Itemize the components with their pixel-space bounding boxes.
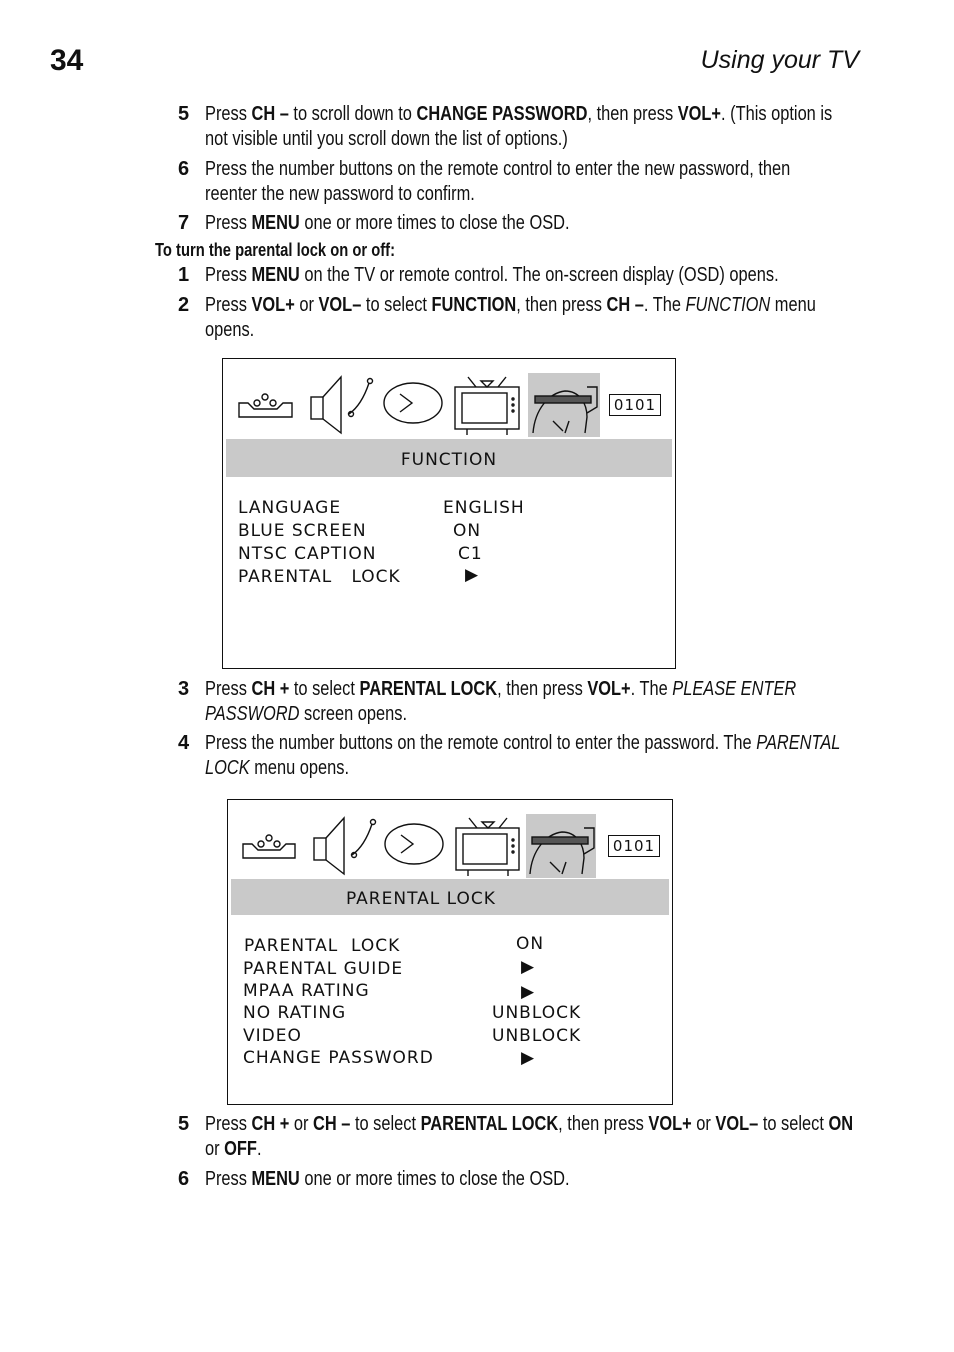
step-text: Press MENU one or more times to close the OSD. (205, 212, 570, 234)
osd-function-menu (222, 358, 676, 669)
submenu-arrow-icon: ▶ (521, 1048, 535, 1068)
menu-row-label: NTSC CAPTION (238, 544, 377, 564)
menu-row-label: LANGUAGE (238, 498, 342, 518)
picture-icon (239, 394, 292, 417)
section-subhead: To turn the parental lock on or off: (155, 240, 395, 260)
osd-title-bar: FUNCTION (226, 439, 672, 477)
menu-row-value: ON (453, 521, 482, 541)
step-text-line2: or OFF. (205, 1138, 262, 1160)
menu-row-value: ENGLISH (443, 498, 525, 518)
step-number: 2 (178, 294, 190, 316)
step-text-line2: reenter the new password to confirm. (205, 183, 475, 205)
step-text: Press the number buttons on the remote control to enter the password. The PARENTAL (205, 732, 841, 754)
page-number: 34 (50, 44, 84, 77)
step-text: Press MENU one or more times to close the OSD. (205, 1168, 570, 1190)
osd-parental-lock-menu (227, 799, 673, 1105)
clock-icon (385, 824, 443, 864)
step-number: 1 (178, 264, 190, 286)
step-number: 6 (178, 1168, 190, 1190)
osd-icon-bar (228, 800, 672, 880)
function-icon (533, 387, 597, 433)
step-text: Press CH + to select PARENTAL LOCK, then press VOL+. The PLEASE ENTER (205, 678, 797, 700)
step-text: Press CH + or CH – to select PARENTAL LOCK, then press VOL+ or VOL– to select ON (205, 1113, 854, 1135)
step-text: Press the number buttons on the remote control to enter the new password, then (205, 158, 791, 180)
menu-row-label: VIDEO (243, 1026, 302, 1046)
step-text: Press MENU on the TV or remote control. The on-screen display (OSD) opens. (205, 264, 779, 286)
running-title: Using your TV (700, 46, 859, 74)
menu-row-value: UNBLOCK (492, 1026, 582, 1046)
submenu-arrow-icon: ▶ (521, 982, 535, 1002)
osd-title-bar: PARENTAL LOCK (231, 879, 669, 915)
tv-icon (456, 818, 519, 876)
step-text-line2: LOCK menu opens. (205, 757, 350, 779)
menu-row-label: NO RATING (243, 1003, 347, 1023)
submenu-arrow-icon: ▶ (521, 957, 535, 977)
menu-row-label: PARENTAL LOCK (244, 936, 401, 956)
step-text-line2: not visible until you scroll down the list of options.) (205, 128, 568, 150)
step-text-line2: PASSWORD screen opens. (205, 703, 408, 725)
step-text: Press VOL+ or VOL– to select FUNCTION, then press CH –. The FUNCTION menu (205, 294, 816, 316)
function-icon (530, 828, 594, 874)
step-text: Press CH – to scroll down to CHANGE PASSWORD, then press VOL+. (This option is (205, 103, 833, 125)
menu-row-label: PARENTAL LOCK (238, 567, 401, 587)
step-number: 4 (178, 732, 190, 754)
menu-row-value: ON (516, 934, 545, 954)
channel-code-box: 0101 (608, 835, 660, 857)
menu-row-label: PARENTAL GUIDE (243, 959, 404, 979)
step-text-line2: opens. (205, 319, 255, 341)
channel-code-box: 0101 (609, 394, 661, 416)
osd-icon-bar (223, 359, 675, 439)
menu-row-value: UNBLOCK (492, 1003, 582, 1023)
step-number: 6 (178, 158, 190, 180)
step-number: 5 (178, 103, 190, 125)
menu-row-label: BLUE SCREEN (238, 521, 367, 541)
step-number: 3 (178, 678, 190, 700)
step-number: 5 (178, 1113, 190, 1135)
step-number: 7 (178, 212, 190, 234)
picture-icon (243, 835, 295, 858)
menu-row-label: MPAA RATING (243, 981, 370, 1001)
sound-icon (311, 377, 373, 433)
clock-icon (384, 383, 442, 423)
submenu-arrow-icon: ▶ (465, 565, 479, 585)
tv-icon (455, 377, 519, 435)
menu-row-label: CHANGE PASSWORD (243, 1048, 434, 1068)
sound-icon (314, 818, 376, 874)
menu-row-value: C1 (458, 544, 483, 564)
